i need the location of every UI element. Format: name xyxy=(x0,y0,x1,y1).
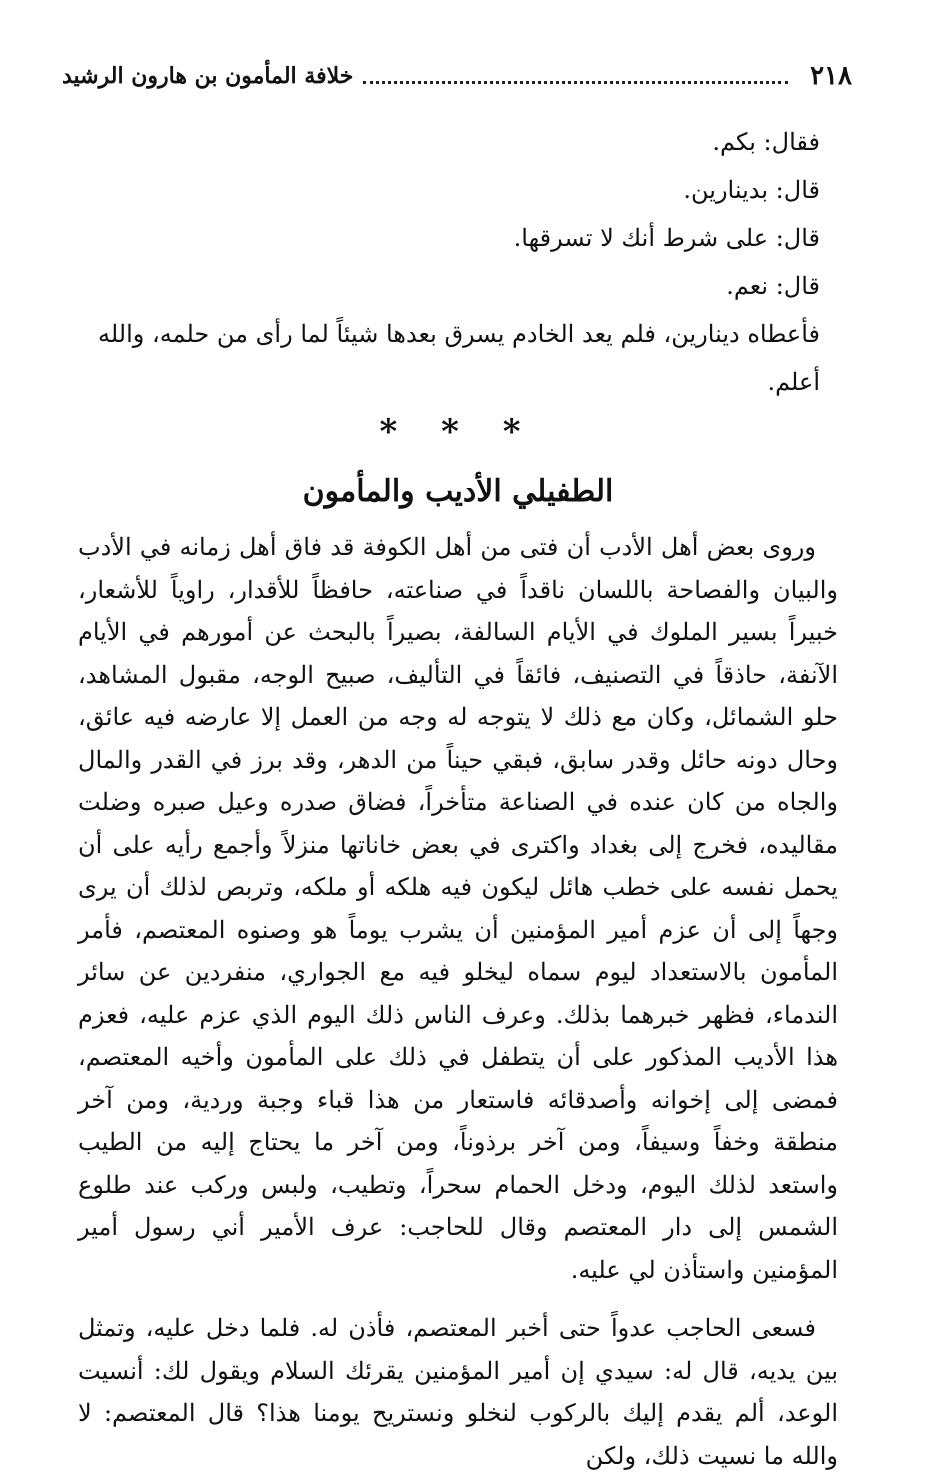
closing-line: فأعطاه دينارين، فلم يعد الخادم يسرق بعدها شيئاً لما رأى من حلمه، والله أعلم. xyxy=(97,320,820,396)
dialogue-line: قال: على شرط أنك لا تسرقها. xyxy=(513,224,820,252)
dialogue-line: قال: بدينارين. xyxy=(683,176,820,204)
page-content xyxy=(78,118,838,1477)
page-number: ٢١٨ xyxy=(810,61,852,91)
body-paragraph: وروى بعض أهل الأدب أن فتى من أهل الكوفة قد فاق أهل زمانه في الأدب والبيان والفصاحة باللسان ناقداً في صناعته، حافظاً للأقدار، راوياً للأشعار، خبيراً بسير الملوك في الأيام السالفة، بصيراً بالبحث عن أمورهم في الأيام الآنفة، حاذقاً في التصنيف، فائقاً في التأليف، صبيح الوجه، مقبول المشاهد، حلو الشمائل، وكان مع ذلك لا يتوجه له وجه من العمل إلا عارضه فيه عائق، وحال دونه حائل وقدر سابق، فبقي حيناً من الدهر، وقد برز في القدر والمال والجاه من كان عنده في الصناعة متأخراً، فضاق صدره وعيل صبره وضلت مقاليده، فخرج إلى بغداد واكترى في بعض خاناتها منزلاً وأجمع رأيه على أن يحمل نفسه على خطب هائل ليكون فيه هلكه أو ملكه، وتربص لذلك أن يرى وجهاً إلى أن عزم أمير المؤمنين أن يشرب يوماً هو وصنوه المعتصم، فأمر المأمون بالاستعداد ليوم سماه ليخلو فيه مع الجواري، منفردين عن سائر الندماء، فظهر خبرهما بذلك. وعرف الناس ذلك اليوم الذي عزم عليه، فعزم هذا الأديب المذكور على أن يتطفل في ذلك على المأمون وأخيه المعتصم، فمضى إلى إخوانه وأصدقائه فاستعار من هذا قباء وجبة وردية، ومن آخر منطقة وخفاً وسيفاً، ومن آخر برذوناً، ومن آخر ما يحتاج إليه من الطيب واستعد لذلك اليوم، ودخل الحمام سحراً، وتطيب، ولبس وركب عند طلوع الشمس إلى دار المعتصم وقال للحاجب: عرف الأمير أني رسول أمير المؤمنين واستأذن لي عليه. xyxy=(78,533,838,1284)
section-separator: * * * xyxy=(379,412,537,452)
body-paragraph: فسعى الحاجب عدواً حتى أخبر المعتصم، فأذن له. فلما دخل عليه، وتمثل بين يديه، قال له: سيدي إن أمير المؤمنين يقرئك السلام ويقول لك: أنسيت الوعد، ألم يقدم إليك بالركوب لنخلو ونستريح يومنا هذا؟ قال المعتصم: لا والله ما نسيت ذلك، ولكن xyxy=(78,1314,838,1470)
book-title: خلافة المأمون بن هارون الرشيد xyxy=(62,63,354,89)
dialogue-line: قال: نعم. xyxy=(726,272,820,300)
header-dotted-leader xyxy=(363,69,788,84)
running-header xyxy=(62,56,852,96)
section-title: الطفيلي الأديب والمأمون xyxy=(302,474,614,509)
dialogue-line: فقال: بكم. xyxy=(712,128,820,156)
